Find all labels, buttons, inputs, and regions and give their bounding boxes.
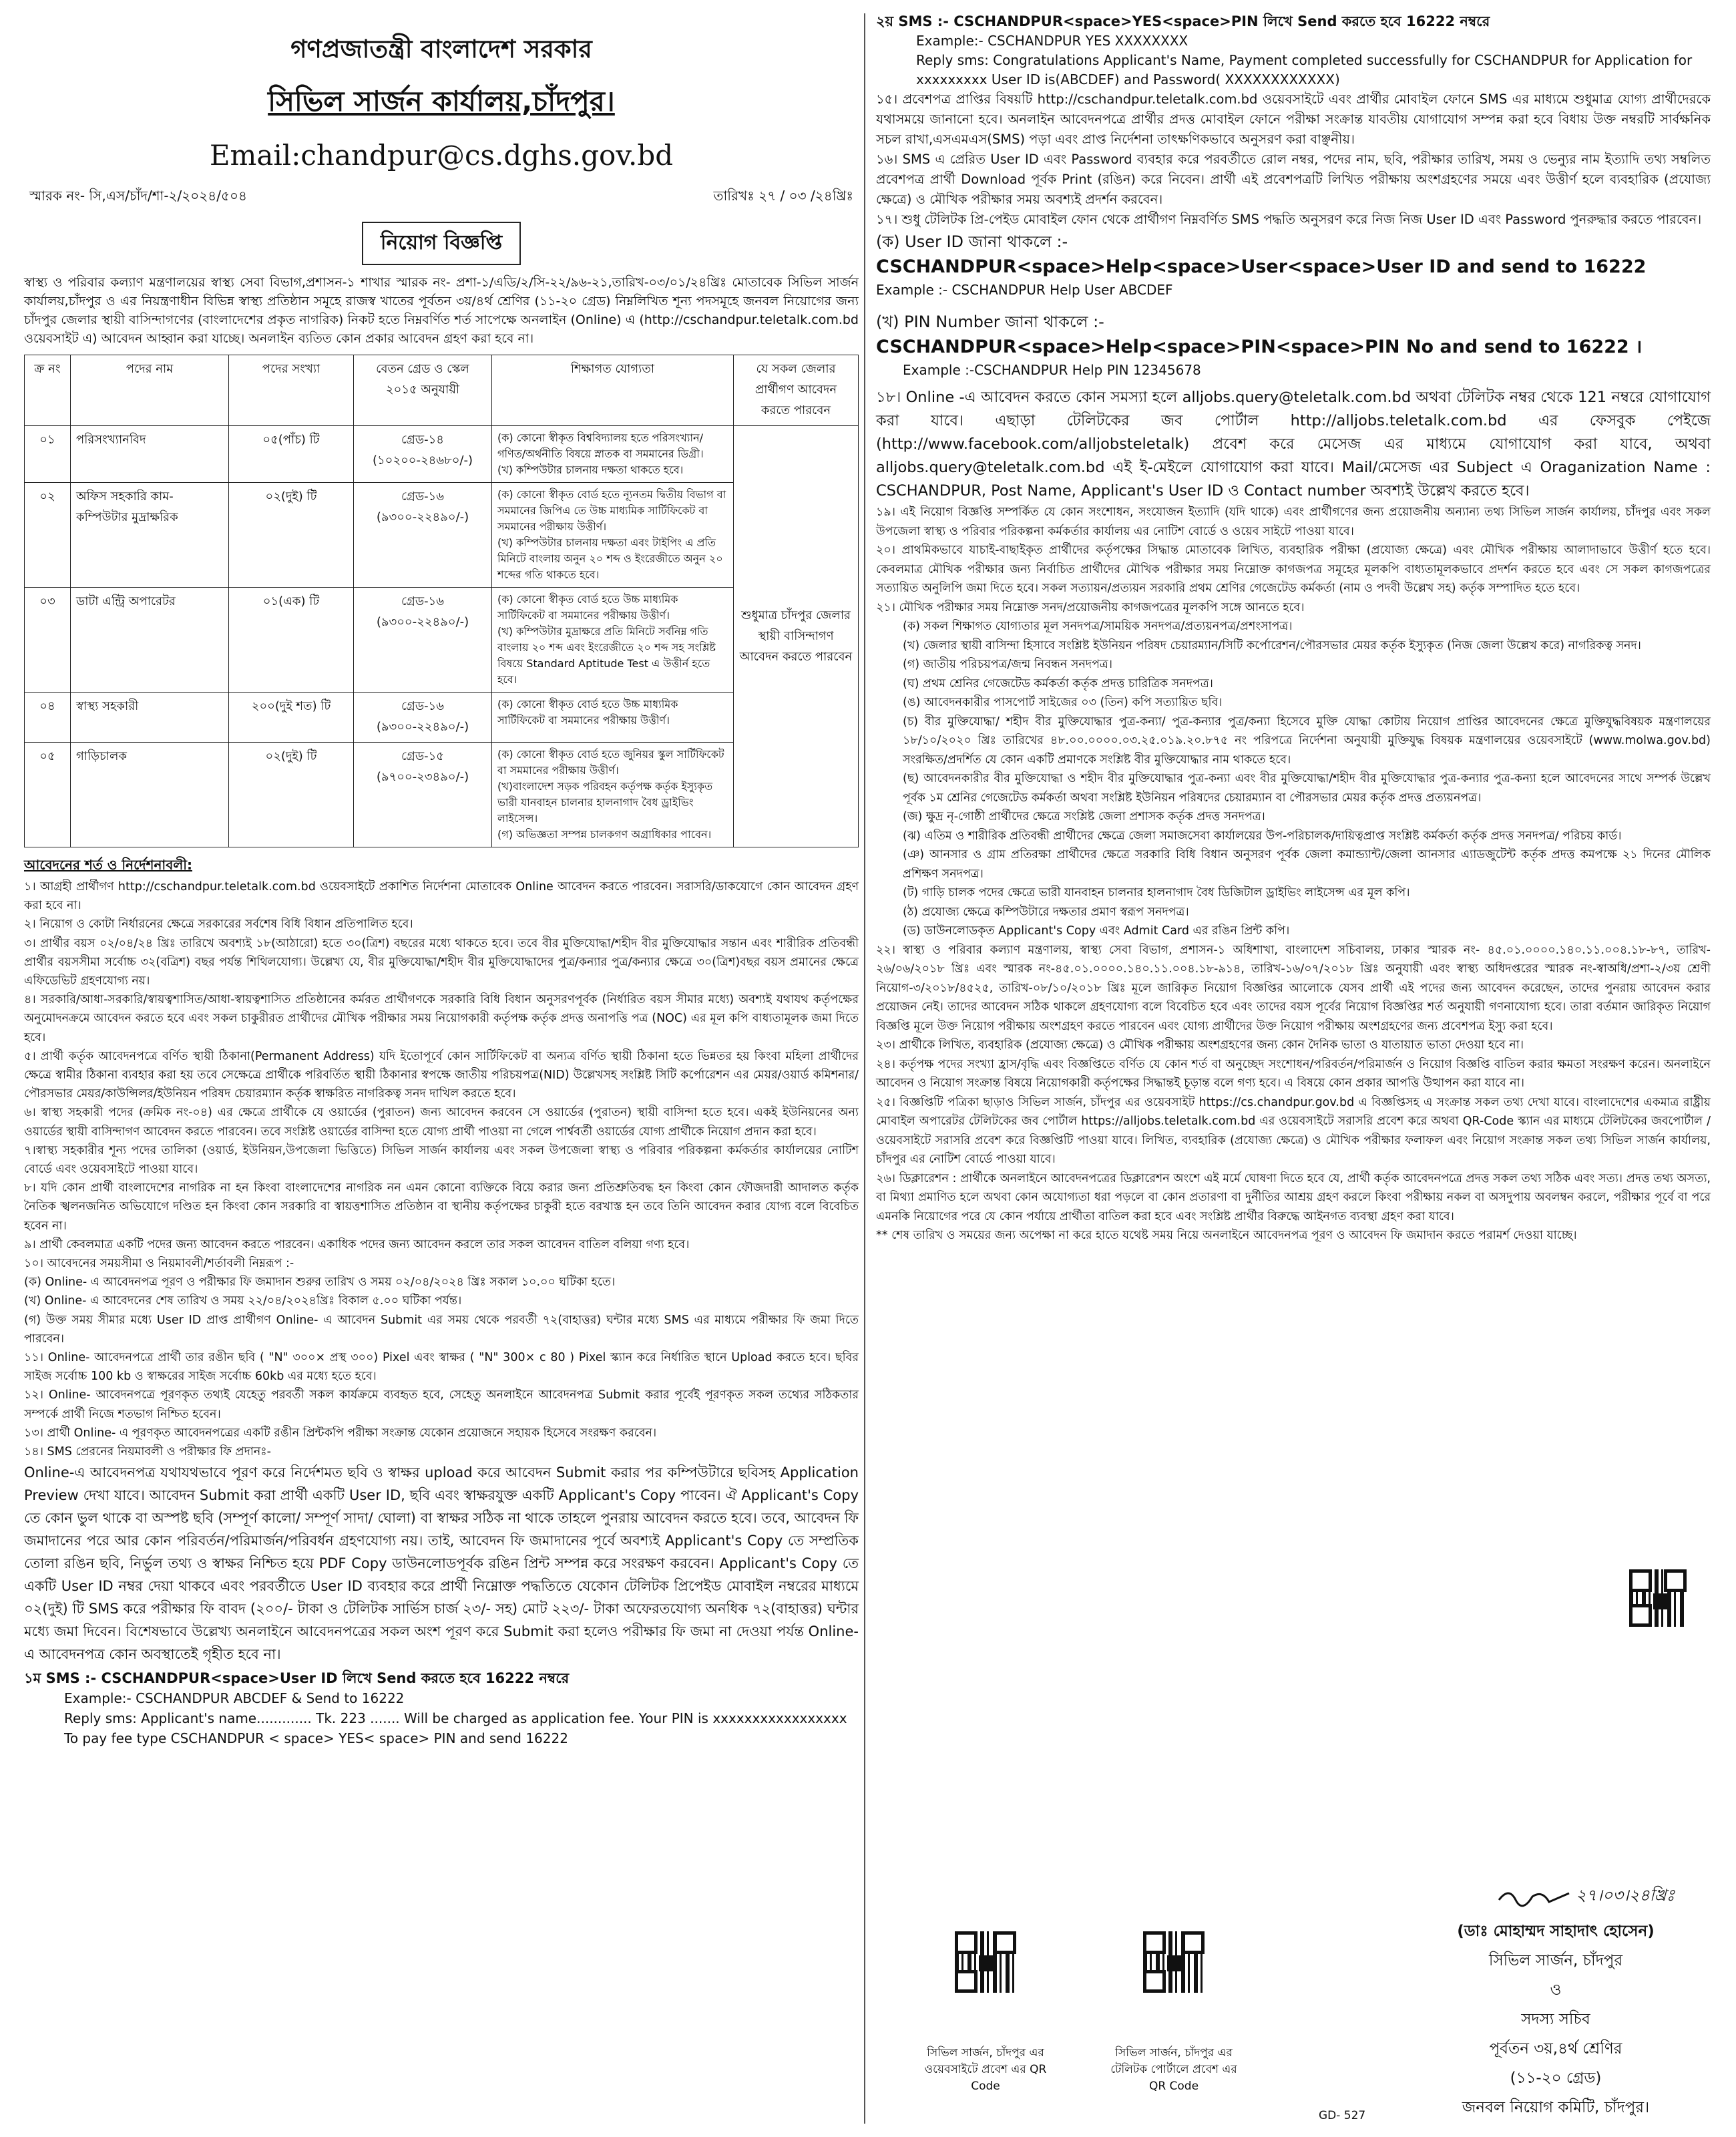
table-row <box>25 588 859 693</box>
sms2-block <box>876 12 1711 89</box>
document-item: (চ) বীর মুক্তিযোদ্ধা/ শহীদ বীর মুক্তিযোদ্ধার পুত্র-কন্যা/ পুত্র-কন্যার পুত্র/কন্যা হিসেবে মুক্তি যোদ্ধা কোটায় নিয়োগ প্রাপ্তির আবেদনের ক্ষেত্রে মুক্তিযুদ্ধবিষয়ক মন্ত্রণালয়ের ১৮/১০/২০২০ খ্রিঃ তারিখের ৪৮.০০.০০০০.০৩.২৫.০১৯.২০.৮৭৫ নং পরিপত্রে নির্দেশনা অনুযায়ী মুক্তিযুদ্ধ বিষয়ক মন্ত্রণালয়ের ওয়েবসাইটে (www.molwa.gov.bd) সংরক্ষিত/প্রদর্শিত যে কোন একটি প্রমাণকে সংশ্লিষ্ট বীর মুক্তিযোদ্ধার নাম থাকতে হবে। <box>903 715 1711 767</box>
cell-serial: ০৪ <box>25 693 71 743</box>
condition-item: (ক) Online- এ আবেদনপত্র পূরণ ও পরীক্ষার ফি জমাদান শুরুর তারিখ ও সময় ০২/০৪/২০২৪ খ্রিঃ সকাল ১০.০০ ঘটিকা হতে। <box>24 1276 616 1290</box>
document-item: (ঝ) এতিম ও শারীরিক প্রতিবন্ধী প্রার্থীদের ক্ষেত্রে জেলা সমাজসেবা কার্যালয়ের উপ-পরিচালক/দায়িত্বপ্রাপ্ত সংশ্লিষ্ট কর্মকর্তা কর্তৃক প্রদত্ত সনদপত্র/ পরিচয় কার্ড। <box>903 829 1622 843</box>
footer-code: GD- 527 <box>1319 2109 1366 2122</box>
col-header-serial: ক্র নং <box>25 355 71 426</box>
col-header-district: যে সকল জেলার প্রার্থীগণ আবেদন করতে পারবেন <box>734 355 859 426</box>
conditions-title: আবেদনের শর্ত ও নির্দেশনাবলী: <box>24 857 192 873</box>
sms2-example: Example:- CSCHANDPUR YES XXXXXXXX <box>916 33 1188 49</box>
cell-grade <box>354 426 492 483</box>
recovery-a-label: (ক) User ID জানা থাকলে :- <box>876 232 1068 251</box>
condition-item: ১২। Online- আবেদনপত্রে পূরণকৃত তথ্যই যেহেতু পরবর্তী সকল কার্যক্রমে ব্যবহৃত হবে, সেহেতু অনলাইনে আবেদনপত্র Submit করার পূর্বেই পূরণকৃত সকল তথ্যের সঠিকতার সম্পর্কে প্রার্থী নিজে শতভাগ নিশ্চিত হবেন। <box>24 1388 859 1421</box>
grade-name: গ্রেড-১৪ <box>401 433 444 447</box>
qr-caption-cs: সিভিল সার্জন, চাঁদপুর এর ওয়েবসাইটে প্রবেশ এর QR Code <box>924 2046 1047 2093</box>
memo-line <box>24 186 859 208</box>
table-row <box>25 743 859 847</box>
cell-post: পরিসংখ্যানবিদ <box>71 426 229 483</box>
right-items-19-21 <box>876 503 1711 617</box>
committee-line-1: পূর্বতন ৩য়,৪র্থ শ্রেণির <box>1489 2040 1622 2058</box>
memo-number: স্মারক নং- সি,এস/চাঁদ/শা-২/২০২৪/৫০৪ <box>29 188 247 204</box>
posts-table-body <box>25 426 859 847</box>
cell-post: গাড়িচালক <box>71 743 229 847</box>
qr-code-alljobs[interactable] <box>1629 1569 1687 1627</box>
table-row <box>25 426 859 483</box>
notice-title <box>24 222 859 265</box>
notice-item: ২৬। ডিক্লারেশন : প্রার্থীকে অনলাইনে আবেদনপত্রের ডিক্লারেশন অংশে এই মর্মে ঘোষণা দিতে হবে যে, প্রার্থী কর্তৃক আবেদনপত্রে প্রদত্ত সকল তথ্য সঠিক এবং সত্য। প্রদত্ত তথ্য অসত্য, বা মিথ্যা প্রমাণিত হলে অথবা কোন অযোগ্যতা ধরা পড়লে বা কোন প্রতারণা বা দুর্নীতির আশ্রয় গ্রহণ করলে কিংবা পরীক্ষায় নকল বা অসদুপায় অবলম্বন করলে, পরীক্ষার পূর্বে বা পরে এমনকি নিয়োগের পরে যে কোন পর্যায়ে প্রার্থীতা বাতিল করা হবে এবং সংশ্লিষ্ট প্রার্থীর বিরুদ্ধে আইনগত ব্যবস্থা গ্রহণ করা যাবে। <box>876 1171 1711 1223</box>
notice-item: ১৭। শুধু টেলিটক প্রি-পেইড মোবাইল ফোন থেকে প্রার্থীগণ নিম্নবর্ণিত SMS পদ্ধতি অনুসরণ করে নিজ নিজ User ID এবং Password পুনরুদ্ধার করতে পারবেন। <box>876 212 1702 227</box>
notice-item: ২১। মৌখিক পরীক্ষার সময় নিম্নোক্ত সনদ/প্রয়োজনীয় কাগজপত্রের মূলকপি সঙ্গে আনতে হবে। <box>876 600 1305 614</box>
grade-name: গ্রেড-১৫ <box>401 749 444 763</box>
cell-post: অফিস সহকারি কাম-কম্পিউটার মুদ্রাক্ষরিক <box>71 483 229 588</box>
cell-post: স্বাস্থ্য সহকারী <box>71 693 229 743</box>
cell-qualification: (ক) কোনো স্বীকৃত বোর্ড হতে জুনিয়র স্কুল সার্টিফিকেট বা সমমানের পরীক্ষায় উত্তীর্ণ। (খ)বাংলাদেশ সড়ক পরিবহন কর্তৃপক্ষ কর্তৃক ইস্যুকৃত ভারী যানবাহন চালনার হালনাগাদ বৈধ ড্রাইভিং লাইসেন্স। (গ) অভিজ্ঞতা সম্পন্ন চালকগণ অগ্রাধিকার পাবেন। <box>492 743 734 847</box>
condition-item: ১৩। প্রার্থী Online- এ পূরণকৃত আবেদনপত্রের একটি রঙীন প্রিন্টকপি পরীক্ষা সংক্রান্ত যেকোন প্রয়োজনে সহায়ক হিসেবে সংরক্ষণ করবেন। <box>24 1426 657 1440</box>
col-header-grade: বেতন গ্রেড ও স্কেল ২০১৫ অনুযায়ী <box>354 355 492 426</box>
condition-item: ৪। সরকারি/আধা-সরকারি/স্বায়ত্বশাসিত/আধা-স্বায়ত্বশাসিত প্রতিষ্ঠানের কর্মরত প্রার্থীগণকে সরকারি বিধি বিধান অনুসরণপূর্বক (নির্ধারিত বয়স সীমার মধ্যে) অবশ্যই যথাযথ কর্তৃপক্ষের অনুমোদনক্রমে আবেদন করতে হবে এবং সকল চাকুরীরত প্রার্থীদের মৌখিক পরীক্ষার সময় নিয়োগকারী কর্তৃপক্ষ কর্তৃক প্রদত্ত অনাপত্তি পত্র (NOC) এর মূল কপি বাধ্যতামূলক জমা দিতে হবে। <box>24 993 859 1044</box>
cell-count: ০২(দুই) টি <box>229 743 354 847</box>
grade-scale: (১০২০০-২৪৬৮০/-) <box>372 453 473 467</box>
notice-item: ১৯। এই নিয়োগ বিজ্ঞপ্তি সম্পর্কিত যে কোন সংশোধন, সংযোজন ইত্যাদি (যদি থাকে) এবং প্রার্থীগণের জন্য প্রয়োজনীয় অন্যান্য তথ্য সিভিল সার্জন কার্যালয়, চাঁদপুর এবং সকল উপজেলা স্বাস্থ্য ও পরিবার পরিকল্পনা কর্মকর্তার কার্যালয় এর নোটিশ বোর্ডে ও ওয়েব সাইটে পাওয়া যাবে। <box>876 506 1711 538</box>
document-item: (খ) জেলার স্থায়ী বাসিন্দা হিসাবে সংশ্লিষ্ট ইউনিয়ন পরিষদ চেয়ারম্যান/সিটি কর্পোরেশন/পৌরসভার মেয়র কর্তৃক ইস্যুকৃত (নিজ জেলা উল্লেখ করে) নাগরিকত্ব সনদ। <box>903 638 1641 652</box>
cell-qualification: (ক) কোনো স্বীকৃত বোর্ড হতে ন্যূনতম দ্বিতীয় বিভাগ বা সমমানের জিপিএ তে উচ্চ মাধ্যমিক সার্টিফিকেট বা সমমানের পরীক্ষায় উত্তীর্ণ। (খ) কম্পিউটার চালনায় দক্ষতা এবং টাইপিং এ প্রতি মিনিটে বাংলায় অনুন ২০ শব্দ ও ইংরেজীতে অনুন ২০ শব্দের গতি থাকতে হবে। <box>492 483 734 588</box>
condition-item: (গ) উক্ত সময় সীমার মধ্যে User ID প্রাপ্ত প্রার্থীগণ Online- এ আবেদন Submit এর সময় থেকে পরবর্তী ৭২(বাহাত্তর) ঘন্টার মধ্যে SMS এর মাধ্যমে পরীক্ষার ফি জমা দিতে পারবেন। <box>24 1313 859 1346</box>
cell-serial: ০১ <box>25 426 71 483</box>
table-row <box>25 693 859 743</box>
signatory-and: ও <box>1550 1981 1562 1999</box>
sms2-line: ২য় SMS :- CSCHANDPUR<space>YES<space>PIN লিখে Send করতে হবে 16222 নম্বরে <box>876 13 1490 29</box>
online-paragraph: Online-এ আবেদনপত্র যথাযথভাবে পূরণ করে নির্দেশমত ছবি ও স্বাক্ষর upload করে আবেদন Submit করার পর কম্পিউটারে ছবিসহ Application Preview দেখা যাবে। আবেদন Submit করা প্রার্থী একটি User ID, ছবি এবং স্বাক্ষরযুক্ত একটি Applicant's Copy পাবেন। ঐ Applicant's Copy তে কোন ভুল থাকে বা অস্পষ্ট ছবি (সম্পূর্ণ কালো/ সম্পূর্ণ সাদা/ ঘোলা) বা স্বাক্ষর সঠিক না থাকে তাহলে পুনরায় আবেদন করতে হবে। তবে, আবেদন ফি জমাদানের পরে আর কোন পরিবর্তন/পরিমার্জন/পরিবর্ধন গ্রহণযোগ্য নয়। তাই, আবেদন ফি জমাদানের পূর্বে অবশ্যই Applicant's Copy তে সম্প্রতিক তোলা রঙিন ছবি, নির্ভুল তথ্য ও স্বাক্ষর নিশ্চিত হয়ে PDF Copy ডাউনলোডপূর্বক রঙিন প্রিন্ট সম্পন্ন করে সংরক্ষণ করবেন। Applicant's Copy তে একটি User ID নম্বর দেয়া থাকবে এবং পরবর্তীতে User ID ব্যবহার করে প্রার্থী নিম্নোক্ত পদ্ধতিতে যেকোন টেলিটক প্রিপেইড মোবাইল নম্বরের মাধ্যমে ০২(দুই) টি SMS করে পরীক্ষার ফি বাবদ (২০০/- টাকা ও টেলিটক সার্ভিস চার্জ ২৩/- সহ) মোট ২২৩/- টাকা অফেরতযোগ্য অনধিক ৭২(বাহাত্তর) ঘন্টার মধ্যে জমা দিবেন। বিশেষভাবে উল্লেখ্য অনলাইনে আবেদনপত্রের সকল অংশ পূরণ করে Submit করা হলেও পরীক্ষার ফি জমা না দেওয়া পর্যন্ত Online-এ আবেদনপত্র কোন অবস্থাতেই গৃহীত হবে না। <box>24 1465 859 1663</box>
condition-item: ৩। প্রার্থীর বয়স ০২/০৪/২৪ খ্রিঃ তারিখে অবশ্যই ১৮(আঠারো) হতে ৩০(ত্রিশ) বছরের মধ্যে থাকতে হবে। তবে বীর মুক্তিযোদ্ধা/শহীদ বীর মুক্তিযোদ্ধার সন্তান এবং শারীরিক প্রতিবন্ধী প্রার্থীর বয়সসীমা সর্বোচ্চ ৩২(বত্রিশ) বছর পর্যন্ত শিথিলযোগ্য। উল্লেখ্য যে, বীর মুক্তিযোদ্ধা/শহীদ বীর মুক্তিযোদ্ধাদের পুত্র/কন্যার পুত্র/কন্যার ক্ষেত্রে ৩০(ত্রিশ)বছর বয়স প্রমানের ক্ষেত্রে এফিডেভিট গ্রহণযোগ্য নয়। <box>24 936 859 988</box>
qr-caption-teletalk: সিভিল সার্জন, চাঁদপুর এর টেলিটক পোর্টালে প্রবেশ এর QR Code <box>1110 2046 1237 2093</box>
condition-item: ৫। প্রার্থী কর্তৃক আবেদনপত্রে বর্ণিত স্থায়ী ঠিকানা(Permanent Address) যদি ইতোপূর্বে কোন সার্টিফিকেট বা অন্যত্র বর্ণিত স্থায়ী ঠিকানা হতে ভিন্নতর হয় কিংবা মহিলা প্রার্থীদের ক্ষেত্রে স্বামীর ঠিকানা ব্যবহার করা হয় তবে সেক্ষেত্রে প্রার্থীকে পরিবর্তিত স্থায়ী ঠিকানার স্বপক্ষে জাতীয় পরিচয়পত্র(NID) উল্লেখসহ সংশ্লিষ্ট সিটি কর্পোরেশন এর মেয়র/ওয়ার্ড কমিশনার/পৌরসভার মেয়র/কাউন্সিলর/ইউনিয়ন পরিষদ চেয়ারম্যান কর্তৃক স্বাক্ষরিত নাগরিকত্ব সনদ দাখিল করতে হবে। <box>24 1049 859 1101</box>
table-row <box>25 483 859 588</box>
notice-item: ২৪। কর্তৃপক্ষ পদের সংখ্যা হ্রাস/বৃদ্ধি এবং বিজ্ঞপ্তিতে বর্ণিত যে কোন শর্ত বা অনুচ্ছেদ সংশোধন/পরিবর্তন/পরিমার্জন ও নিয়োগ বিজ্ঞপ্তি বাতিল করার ক্ষমতা সংরক্ষণ করেন। অনলাইনে আবেদন ও নিয়োগ সংক্রান্ত বিষয়ে নিয়োগকারী কর্তৃপক্ষের সিদ্ধান্তই চূড়ান্ত বলে গণ্য হবে। এ বিষয়ে কোন প্রকার আপত্তি উত্থাপন করা যাবে না। <box>876 1057 1711 1090</box>
condition-item: ৬। স্বাস্থ্য সহকারী পদের (ক্রমিক নং-০৪) এর ক্ষেত্রে প্রার্থীকে যে ওয়ার্ডের (পুরাতন) জন্য আবেদন করবেন সে ওয়ার্ডের (পুরাতন) স্থায়ী বাসিন্দা হতে হবে। একই ইউনিয়নের অন্য ওয়ার্ডের স্থায়ী বাসিন্দাগণ আবেদন করতে পারবেন। তবে সংশ্লিষ্ট ওয়ার্ডের বাসিন্দা হতে যোগ্য প্রার্থী পাওয়া না গেলে পার্শ্ববর্তী ওয়ার্ডের যোগ্য প্রার্থীকে নিয়োগ প্রদান করা হবে। <box>24 1106 859 1139</box>
cell-serial: ০৫ <box>25 743 71 847</box>
col-header-post: পদের নাম <box>71 355 229 426</box>
committee-line-2: (১১-২০ গ্রেড) <box>1510 2070 1602 2087</box>
government-name: গণপ্রজাতন্ত্রী বাংলাদেশ সরকার <box>290 35 592 63</box>
condition-item: ৯। প্রার্থী কেবলমাত্র একটি পদের জন্য আবেদন করতে পারবেন। একাধিক পদের জন্য আবেদন করলে তার সকল আবেদন বাতিল বলিয়া গণ্য হবে। <box>24 1237 690 1251</box>
signatory-name: (ডাঃ মোহাম্মদ সাহাদাৎ হোসেন) <box>1457 1923 1655 1940</box>
condition-item: ২। নিয়োগ ও কোটা নির্ধারনের ক্ষেত্রে সরকারের সর্বশেষ বিধি বিধান প্রতিপালিত হবে। <box>24 918 413 932</box>
document-item: (ক) সকল শিক্ষাগত যোগ্যতার মূল সনদপত্র/সাময়িক সনদপত্র/প্রত্যয়নপত্র/প্রশংসাপত্র। <box>903 620 1293 633</box>
condition-item: ৭।স্বাস্থ্য সহকারীর শূন্য পদের তালিকা (ওয়ার্ড, ইউনিয়ন,উপজেলা ভিত্তিতে) সিভিল সার্জন কার্যালয় এবং সকল উপজেলা স্বাস্থ্য ও পরিবার পরিকল্পনা কর্মকর্তার কার্যালয়ের নোটিশ বোর্ডে এবং ওয়েবসাইটে পাওয়া যাবে। <box>24 1143 859 1177</box>
cell-qualification: (ক) কোনো স্বীকৃত বোর্ড হতে উচ্চ মাধ্যমিক সার্টিফিকেট বা সমমানের পরীক্ষায় উত্তীর্ণ। <box>492 693 734 743</box>
posts-table-header <box>25 355 859 426</box>
office-name: সিভিল সার্জন কার্যালয়,চাঁদপুর। <box>268 85 615 118</box>
col-header-count: পদের সংখ্যা <box>229 355 354 426</box>
right-items-22-26 <box>876 941 1711 1245</box>
cell-district: শুধুমাত্র চাঁদপুর জেলার স্থায়ী বাসিন্দাগণ আবেদন করতে পারবেন <box>734 426 859 847</box>
cell-serial: ০২ <box>25 483 71 588</box>
grade-name: গ্রেড-১৬ <box>401 594 444 608</box>
recovery-block <box>876 230 1711 379</box>
signatory-role: সদস্য সচিব <box>1521 2011 1590 2028</box>
qr-code-teletalk[interactable] <box>1143 1931 1205 1993</box>
notice-item: ২২। স্বাস্থ্য ও পরিবার কল্যাণ মন্ত্রণালয়, স্বাস্থ্য সেবা বিভাগ, প্রশাসন-১ অধিশাখা, বাংলাদেশ সচিবালয়, ঢাকার স্মারক নং- ৪৫.০১.০০০০.১৪০.১১.০০৪.১৮-৮৭, তারিখ- ২৬/০৬/২০১৮ খ্রিঃ এবং স্মারক নং-৪৫.০১.০০০০.১৪০.১১.০০৪.১৮-৯১৪, তারিখ-১৬/০৭/২০১৮ খ্রিঃ অনুযায়ী এবং স্বাস্থ্য অধিদপ্তরের স্মারক নং-স্বাঅধি/প্রশা-২/৩য় শ্রেণী নিয়োগ-৩/২০১৮/৪৫২৫, তারিখ-০৮/১০/২০১৮ খ্রিঃ মূলে জারিকৃত নিয়োগ বিজ্ঞপ্তির আলোকে যেসব প্রার্থী এই পদের জন্য আবেদন করেছেন, তাদের পুনরায় আবেদন করার প্রয়োজন নেই। তাদের আবেদন সঠিক থাকলে গ্রহণযোগ্য বলে বিবেচিত হবে এবং তাদের বয়স পূর্বের নিয়োগ বিজ্ঞপ্তির শর্ত অনুযায়ী গণনাযোগ্য হবে। তারা বর্তমান জারিকৃত নিয়োগ বিজ্ঞপ্তি মূলে উক্ত নিয়োগ পরীক্ষায় অংশগ্রহণ করতে পারবেন এবং যোগ্য প্রার্থীদের উক্ত নিয়োগ পরীক্ষায় অংশগ্রহণের জন্য প্রবেশপত্র ইস্যু করা হবে। <box>876 943 1711 1033</box>
cell-grade <box>354 483 492 588</box>
notice-item: ২০। প্রাথমিকভাবে যাচাই-বাছাইকৃত প্রার্থীদের কর্তৃপক্ষের সিদ্ধান্ত মোতাবেক লিখিত, ব্যবহারিক পরীক্ষা (প্রযোজ্য ক্ষেত্রে) এবং মৌখিক পরীক্ষায় আলাদাভাবে উত্তীর্ণ হতে হবে। কেবলমাত্র মৌখিক পরীক্ষার জন্য নির্বাচিত প্রার্থীদের মৌখিক পরীক্ষার সময় নিম্নোক্ত কাগজপত্র সমূহের মূলকপি বাধ্যতামূলকভাবে প্রদর্শন করতে হবে এবং সে সকল কাগজপত্রের সত্যায়িত অনুলিপি জমা দিতে হবে। সকল সত্যায়ন/প্রত্যয়ন সরকারি প্রথম শ্রেণির গেজেটেড কর্মকর্তা (নাম ও পদবী উল্লেখ সহ) কর্তৃক সম্পাদিত হতে হবে। <box>876 544 1711 595</box>
document-item: (জ) ক্ষুদ্র নৃ-গোষ্ঠী প্রার্থীদের ক্ষেত্রে সংশ্লিষ্ট জেলা প্রশাসক কর্তৃক প্রদত্ত সনদপত্র। <box>903 810 1265 823</box>
signature-date: ২৭।০৩।২৪খ্রিঃ <box>1576 1886 1675 1905</box>
cell-grade <box>354 588 492 693</box>
document-item: (ঙ) আবেদনকারীর পাসপোর্ট সাইজের ০৩ (তিন) কপি সত্যায়িত ছবি। <box>903 696 1223 709</box>
right-items-15-17 <box>876 89 1711 230</box>
item-18: ১৮। Online -এ আবেদন করতে কোন সমস্যা হলে alljobs.query@teletalk.com.bd অথবা টেলিটক নম্বর থেকে 121 নম্বরে যোগাযোগ করা যাবে। এছাড়া টেলিটকের জব পোর্টাল http://alljobs.teletalk.com.bd এর ফেসবুক পেইজে (http://www.facebook.com/alljobsteletalk) প্রবেশ করে মেসেজ এর মাধ্যমে যোগাযোগ করা যাবে, অথবা alljobs.query@teletalk.com.bd এই ই-মেইলে যোগাযোগ করা যাবে। Mail/মেসেজ এর Subject এ Oraganization Name : CSCHANDPUR, Post Name, Applicant's User ID ও Contact number অবশ্যই উল্লেখ করতে হবে। <box>876 389 1711 500</box>
recovery-a-command: CSCHANDPUR<space>Help<space>User<space>User ID and send to 16222 <box>876 256 1647 277</box>
document-item: (ঘ) প্রথম শ্রেনির গেজেটেড কর্মকর্তা কর্তৃক প্রদত্ত চারিত্রিক সনদপত্র। <box>903 676 1213 691</box>
condition-item: ১১। Online- আবেদনপত্রে প্রার্থী তার রঙীন ছবি ( "N" ৩০০× প্রস্থ ৩০০) Pixel এবং স্বাক্ষর ( "N" 300× c 80 ) Pixel স্ক্যান করে নির্ধারিত স্থানে Upload করতে হবে। ছবির সাইজ সর্বোচ্চ 100 kb ও স্বাক্ষরের সাইজ সর্বোচ্চ 60kb এর মধ্যে হতে হবে। <box>24 1351 859 1384</box>
notice-item: ** শেষ তারিখ ও সময়ের জন্য অপেক্ষা না করে হাতে যথেষ্ট সময় নিয়ে অনলাইনে আবেদনপত্র পূরণ ও আবেদন ফি জমাদান করতে পরামর্শ দেওয়া যাচ্ছে। <box>876 1229 1577 1242</box>
signatory-block <box>1436 1917 1676 2122</box>
notice-item: ১৬। SMS এ প্রেরিত User ID এবং Password ব্যবহার করে পরবর্তীতে রোল নম্বর, পদের নাম, ছবি, পরীক্ষার তারিখ, সময় ও ভেন্যুর নাম ইত্যাদি তথ্য সম্বলিত প্রবেশপত্র প্রার্থী Download পূর্বক Print (রঙিন) করে নিবেন। প্রার্থী এই প্রবেশপত্রটি লিখিত পরীক্ষায় অংশগ্রহণের সময়ে এবং উত্তীর্ণ হলে ব্যবহারিক (প্রযোজ্য ক্ষেত্রে) ও মৌখিক পরীক্ষার সময় অবশ্যই প্রদর্শন করবেন। <box>876 152 1711 207</box>
recovery-b-command: CSCHANDPUR<space>Help<space>PIN<space>PIN No and send to 16222 । <box>876 337 1643 357</box>
committee-line-3: জনবল নিয়োগ কমিটি, চাঁদপুর। <box>1462 2099 1650 2116</box>
cell-post: ডাটা এন্ট্রি অপারেটর <box>71 588 229 693</box>
right-column <box>876 0 1711 1245</box>
sms1-example: Example:- CSCHANDPUR ABCDEF & Send to 16222 <box>64 1690 405 1707</box>
header <box>24 29 859 172</box>
recovery-b-label: (খ) PIN Number জানা থাকলে :- <box>876 313 1104 331</box>
posts-table <box>24 355 859 847</box>
cell-count: ০২(দুই) টি <box>229 483 354 588</box>
notice-item: ২৫। বিজ্ঞপ্তিটি পত্রিকা ছাড়াও সিভিল সার্জন, চাঁদপুর এর ওয়েবসাইট https://cs.chandpur.gov.bd এ বিজ্ঞপ্তিসহ এ সংক্রান্ত সকল তথ্য দেখা যাবে। বাংলাদেশের একমাত্র রাষ্ট্রীয় মোবাইল অপারেটর টেলিটকের জব পোর্টাল https://alljobs.teletalk.com.bd এর ওয়েবসাইটে সরাসরি প্রবেশ করে অথবা QR-Code স্ক্যান এর মাধ্যমে টেলিটকের জবপোর্টাল / ওয়েবসাইটে সরাসরি প্রবেশ করে বিজ্ঞপ্তিটি পাওয়া যাবে। লিখিত, ব্যবহারিক (প্রযোজ্য ক্ষেত্রে) ও মৌখিক পরীক্ষার ফলাফল এবং নিয়োগ সংক্রান্ত সকল তথ্য সিভিল সার্জন কার্যালয়, চাঁদপুর এর নোটিশ বোর্ডে পাওয়া যাবে। <box>876 1095 1711 1166</box>
cell-qualification: (ক) কোনো স্বীকৃত বিশ্ববিদ্যালয় হতে পরিসংখ্যান/ গণিত/অর্থনীতি বিষয়ে স্নাতক বা সমমানের ডিগ্রী। (খ) কম্পিউটার চালনায় দক্ষতা থাকতে হবে। <box>492 426 734 483</box>
notice-item: ১৫। প্রবেশপত্র প্রাপ্তির বিষয়টি http://cschandpur.teletalk.com.bd ওয়েবসাইটে এবং প্রার্থীর মোবাইল ফোনে SMS এর মাধ্যমে শুধুমাত্র যোগ্য প্রার্থীদেরকে যথাসময়ে জানানো হবে। অনলাইন আবেদনপত্রে প্রার্থীর প্রদত্ত মোবাইল ফোনে পরীক্ষা সংক্রান্ত যাবতীয় যোগাযোগ সম্পন্ন করা হবে বিধায় উক্ত নম্বরটি সার্বক্ষনিক সচল রাখা,এসএমএস(SMS) পড়া এবং প্রাপ্ত নির্দেশনা তাৎক্ষণিকভাবে অনুসরণ করা বাঞ্ছনীয়। <box>876 91 1711 147</box>
left-column <box>24 0 859 1748</box>
condition-item: ৮। যদি কোন প্রার্থী বাংলাদেশের নাগরিক না হন কিংবা বাংলাদেশের নাগরিক নন এমন কোনো ব্যক্তিকে বিয়ে করার জন্য প্রতিশ্রুতিবদ্ধ হন কিংবা কোন ফৌজদারী আদালত কর্তৃক নৈতিক স্খলনজনিত অভিযোগে দণ্ডিত হন কিংবা কোন সরকারি বা স্বায়ত্তশাসিত প্রতিষ্ঠান বা স্থানীয় কর্তৃপক্ষের চাকুরী হতে বরখাস্ত হন তবে তিনি আবেদন করার যোগ্য বলে বিবেচিত হবেন না। <box>24 1181 859 1233</box>
condition-item: ১০। আবেদনের সময়সীমা ও নিয়মাবলী/শর্তাবলী নিম্নরূপ :- <box>24 1257 294 1271</box>
col-header-qualification: শিক্ষাগত যোগ্যতা <box>492 355 734 426</box>
recovery-b-example: Example :-CSCHANDPUR Help PIN 12345678 <box>903 362 1201 378</box>
grade-scale: (৯৩০০-২২৪৯০/-) <box>376 615 469 629</box>
conditions-list <box>24 878 859 1461</box>
condition-item: (খ) Online- এ আবেদনের শেষ তারিখ ও সময় ২২/০৪/২০২৪খ্রিঃ বিকাল ৫.০০ ঘটিকা পর্যন্ত। <box>24 1294 462 1308</box>
document-item: (গ) জাতীয় পরিচয়পত্র/জন্ম নিবন্ধন সনদপত্র। <box>903 658 1113 671</box>
notice-title-text: নিয়োগ বিজ্ঞপ্তি <box>362 222 521 265</box>
column-divider <box>864 13 865 2124</box>
cell-grade <box>354 743 492 847</box>
document-item: (ড) ডাউনলোডকৃত Applicant's Copy এবং Admit Card এর রঙিন প্রিন্ট কপি। <box>903 924 1290 938</box>
handwritten-signature <box>1496 1883 1576 1910</box>
intro-paragraph: স্বাস্থ্য ও পরিবার কল্যাণ মন্ত্রণালয়ের স্বাস্থ্য সেবা বিভাগ,প্রশাসন-১ শাখার স্মারক নং- প্রশা-১/এডি/২/সি-২২/৯৬-২১,তারিখ-০৩/০১/২৪খ্রিঃ মোতাবেক সিভিল সার্জন কার্যালয়,চাঁদপুর ও এর নিয়ন্ত্রণাধীন বিভিন্ন স্বাস্থ্য প্রতিষ্ঠান সমূহে রাজস্ব খাতের পূর্বতন ৩য়/৪র্থ শ্রেণির (১১-২০ গ্রেড) নিম্নলিখিত শূন্য পদসমূহে জনবল নিয়োগের জন্য চাঁদপুর জেলার স্থায়ী বাসিন্দাগণের (বাংলাদেশের প্রকৃত নাগরিক) নিকট হতে নিম্নবর্ণিত শর্ত সাপেক্ষে অনলাইন (Online) এ (http://cschandpur.teletalk.com.bd ওয়েবসাইট এ) আবেদন আহ্বান করা যাচ্ছে। অনলাইন ব্যতিত কোন প্রকার আবেদন গ্রহণ করা হবে না। <box>24 275 859 346</box>
cell-count: ২০০(দুই শত) টি <box>229 693 354 743</box>
office-email[interactable]: Email:chandpur@cs.dghs.gov.bd <box>209 139 674 172</box>
grade-scale: (৯৩০০-২২৪৯০/-) <box>376 510 469 524</box>
document-item: (ট) গাড়ি চালক পদের ক্ষেত্রে ভারী যানবাহন চালনার হালনাগাদ বৈধ ডিজিটাল ড্রাইভিং লাইসেন্স এর মূল কপি। <box>903 886 1410 900</box>
grade-name: গ্রেড-১৬ <box>401 490 444 504</box>
document-item: (ঞ) আনসার ও গ্রাম প্রতিরক্ষা প্রার্থীদের ক্ষেত্রে সরকারি বিধি বিধান অনুসরণ পূর্বক জেলা কমান্ড্যান্ট/জেলা আনসার এ্যাডজুটেন্ট কর্তৃক প্রদত্ত কমপক্ষে ২১ দিনের মৌলিক প্রশিক্ষণ সনদপত্র। <box>903 848 1711 881</box>
qr-code-cs-website[interactable] <box>955 1931 1016 1993</box>
signatory-designation: সিভিল সার্জন, চাঁদপুর <box>1488 1952 1623 1969</box>
cell-serial: ০৩ <box>25 588 71 693</box>
memo-date: তারিখঃ ২৭ / ০৩ /২৪খ্রিঃ <box>713 188 853 204</box>
condition-item: ১৪। SMS প্রেরনের নিয়মাবলী ও পরীক্ষার ফি প্রদানঃ- <box>24 1445 271 1459</box>
documents-list <box>876 617 1711 941</box>
online-instructions <box>24 1461 859 1666</box>
grade-name: গ্রেড-১৬ <box>401 699 444 713</box>
grade-scale: (৯৩০০-২২৪৯০/-) <box>376 720 469 734</box>
sms1-reply: Reply sms: Applicant's name............. Tk. 223 ....... Will be charged as application fee. Your PIN is xxxxxxxxxxxxxxxxx To pay fee type CSCHANDPUR < space> YES< space> PIN and send 16222 <box>64 1710 847 1747</box>
document-item: (ঠ) প্রযোজ্য ক্ষেত্রে কম্পিউটারে দক্ষতার প্রমাণ স্বরূপ সনদপত্র। <box>903 905 1189 919</box>
document-item: (ছ) আবেদনকারীর বীর মুক্তিযোদ্ধা ও শহীদ বীর মুক্তিযোদ্ধার পুত্র-কন্যা এবং বীর মুক্তিযোদ্ধা/শহীদ বীর মুক্তিযোদ্ধার পুত্র-কন্যার পুত্র-কন্যা হলে আবেদনের সাথে সম্পর্ক উল্লেখ পূর্বক ১ম শ্রেনির গেজেটেড কর্মকর্তা অথবা সংশ্লিষ্ট ইউনিয়ন পরিষদের চেয়ারম্যান বা পৌরসভার মেয়র কর্তৃক প্রদত্ত প্রত্যয়নপত্র। <box>903 772 1711 805</box>
sms2-reply: Reply sms: Congratulations Applicant's Name, Payment completed successfully for CSCHANDPUR for Application for xxxxxxxxx User ID is(ABCDEF) and Password( XXXXXXXXXXXX) <box>916 52 1693 87</box>
cell-count: ০৫(পাঁচ) টি <box>229 426 354 483</box>
sms1-block <box>24 1668 859 1748</box>
notice-item: ২৩। প্রার্থীকে লিখিত, ব্যবহারিক (প্রযোজ্য ক্ষেত্রে) ও মৌখিক পরীক্ষায় অংশগ্রহণের জন্য কোন দৈনিক ভাতা ও যাতায়াত ভাতা দেওয়া হবে না। <box>876 1038 1524 1052</box>
condition-item: ১। আগ্রহী প্রার্থীগণ http://cschandpur.teletalk.com.bd ওয়েবসাইটে প্রকাশিত নির্দেশনা মোতাবেক Online আবেদন করতে পারবেন। সরাসরি/ডাকযোগে কোন আবেদন গ্রহণ করা হবে না। <box>24 880 859 913</box>
cell-count: ০১(এক) টি <box>229 588 354 693</box>
cell-grade <box>354 693 492 743</box>
cell-qualification: (ক) কোনো স্বীকৃত বোর্ড হতে উচ্চ মাধ্যমিক সার্টিফিকেট বা সমমানের পরীক্ষায় উত্তীর্ণ। (খ) কম্পিউটার মুদ্রাক্ষরে প্রতি মিনিটে সর্বনিম্ন গতি বাংলায় ২০ শব্দ এবং ইংরেজীতে ২০ শব্দ সহ সংশ্লিষ্ট বিষয়ে Standard Aptitude Test এ উত্তীর্ন হতে হবে। <box>492 588 734 693</box>
sms1-line: ১ম SMS :- CSCHANDPUR<space>User ID লিখে Send করতে হবে 16222 নম্বরে <box>24 1670 570 1687</box>
recovery-a-example: Example :- CSCHANDPUR Help User ABCDEF <box>876 282 1173 298</box>
grade-scale: (৯৭০০-২৩৪৯০/-) <box>376 770 469 784</box>
